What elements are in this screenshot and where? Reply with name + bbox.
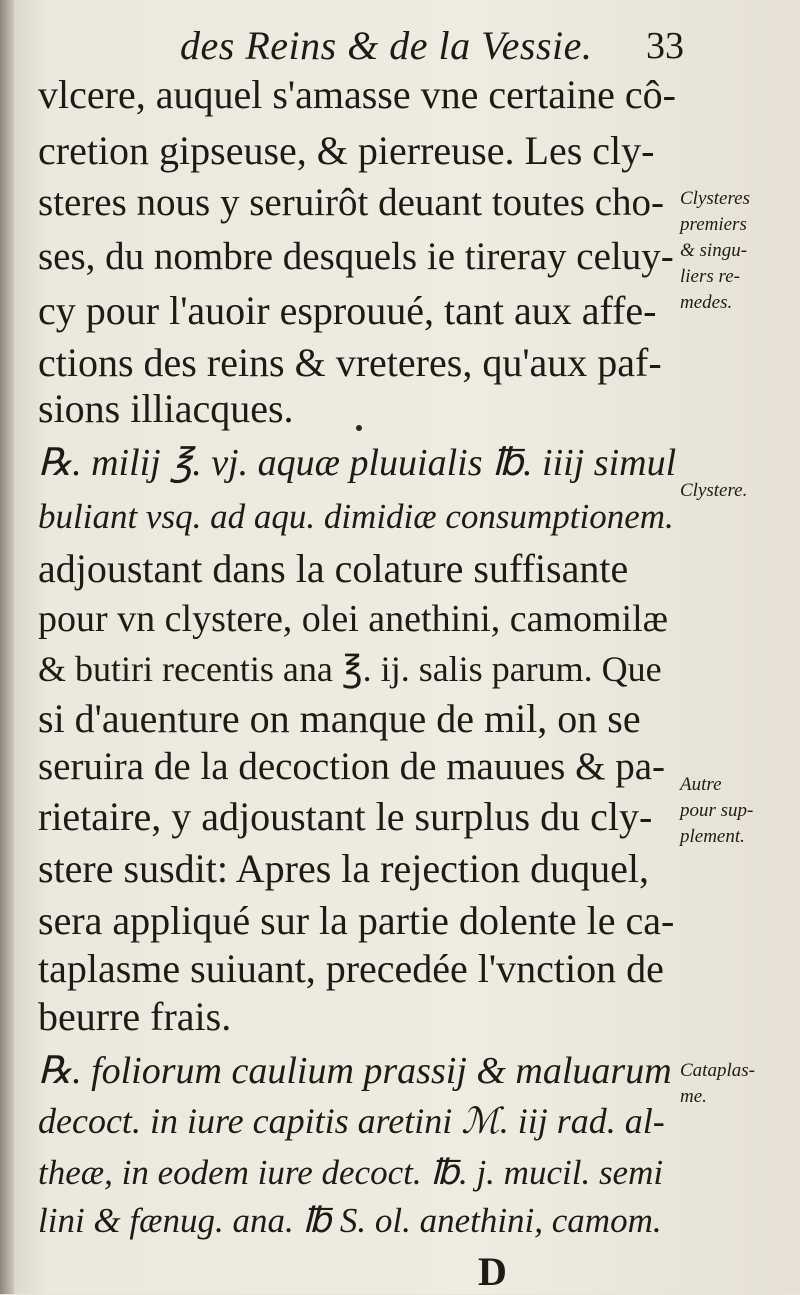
text-line: stere susdit: Apres la rejection duquel, [38,846,649,891]
text-line: ctions des reins & vreteres, qu'aux paf- [38,340,662,385]
text-line: sera appliqué sur la partie dolente le ca- [38,898,675,943]
margin-note [680,186,792,316]
margin-note [680,1058,792,1110]
text-line: sions illiacques. [38,386,294,431]
margin-note-line: me. [680,1086,707,1107]
margin-note-line: liers re- [680,266,740,287]
text-line: taplasme suiuant, precedée l'vnction de [38,946,664,991]
text-line: vlcere, auquel s'amasse vne certaine cô- [38,72,676,117]
recipe-line: ℞. foliorum caulium prassij & maluarum [38,1050,672,1092]
margin-note-line: Clystere. [680,480,748,501]
recipe-line: lini & fænug. ana. ℔ S. ol. anethini, camom. [38,1201,662,1240]
text-line: & butiri recentis ana ℥. ij. salis parum. Que [38,649,662,689]
ink-speck [356,425,362,431]
page-header [170,22,690,70]
margin-note-line: Autre [680,774,722,795]
text-line: pour vn clystere, olei anethini, camomilæ [38,598,669,640]
recipe-line: buliant vsq. ad aqu. dimidiæ consumptionem. [38,497,674,536]
recipe-line: theæ, in eodem iure decoct. ℔. j. mucil. semi [38,1153,664,1192]
page-number: 33 [646,25,684,67]
text-line: seruira de la decoction de mauues & pa- [38,745,665,788]
recipe-line: ℞. milij ℥. vj. aquæ pluuialis ℔. iiij simul [38,442,677,484]
text-line: cretion gipseuse, & pierreuse. Les cly- [38,128,655,173]
text-line: adjoustant dans la colature suffisante [38,546,629,591]
margin-note-line: Cataplas- [680,1060,755,1081]
margin-note-line: pour sup- [680,800,754,821]
text-line: steres nous y seruirôt deuant toutes cho- [38,181,665,224]
margin-note-line: plement. [680,826,745,847]
page-gutter-shadow [0,0,14,1294]
text-line: beurre frais. [38,994,232,1039]
text-line: cy pour l'auoir esprouué, tant aux affe- [38,288,657,333]
margin-note [680,478,792,504]
text-line: si d'auenture on manque de mil, on se [38,696,641,741]
margin-note-line: medes. [680,292,733,313]
margin-note-line: Clysteres [680,188,751,209]
recipe-line: decoct. in iure capitis aretini ℳ. iij rad. al- [38,1101,665,1141]
margin-note-line: premiers [680,214,747,235]
margin-note-line: & singu- [680,240,748,261]
text-line: ses, du nombre desquels ie tireray celuy- [38,235,674,278]
running-title: des Reins & de la Vessie. [180,23,593,68]
margin-note [680,772,792,850]
catchword: D [478,1249,507,1294]
text-line: rietaire, y adjoustant le surplus du cly- [38,794,653,839]
